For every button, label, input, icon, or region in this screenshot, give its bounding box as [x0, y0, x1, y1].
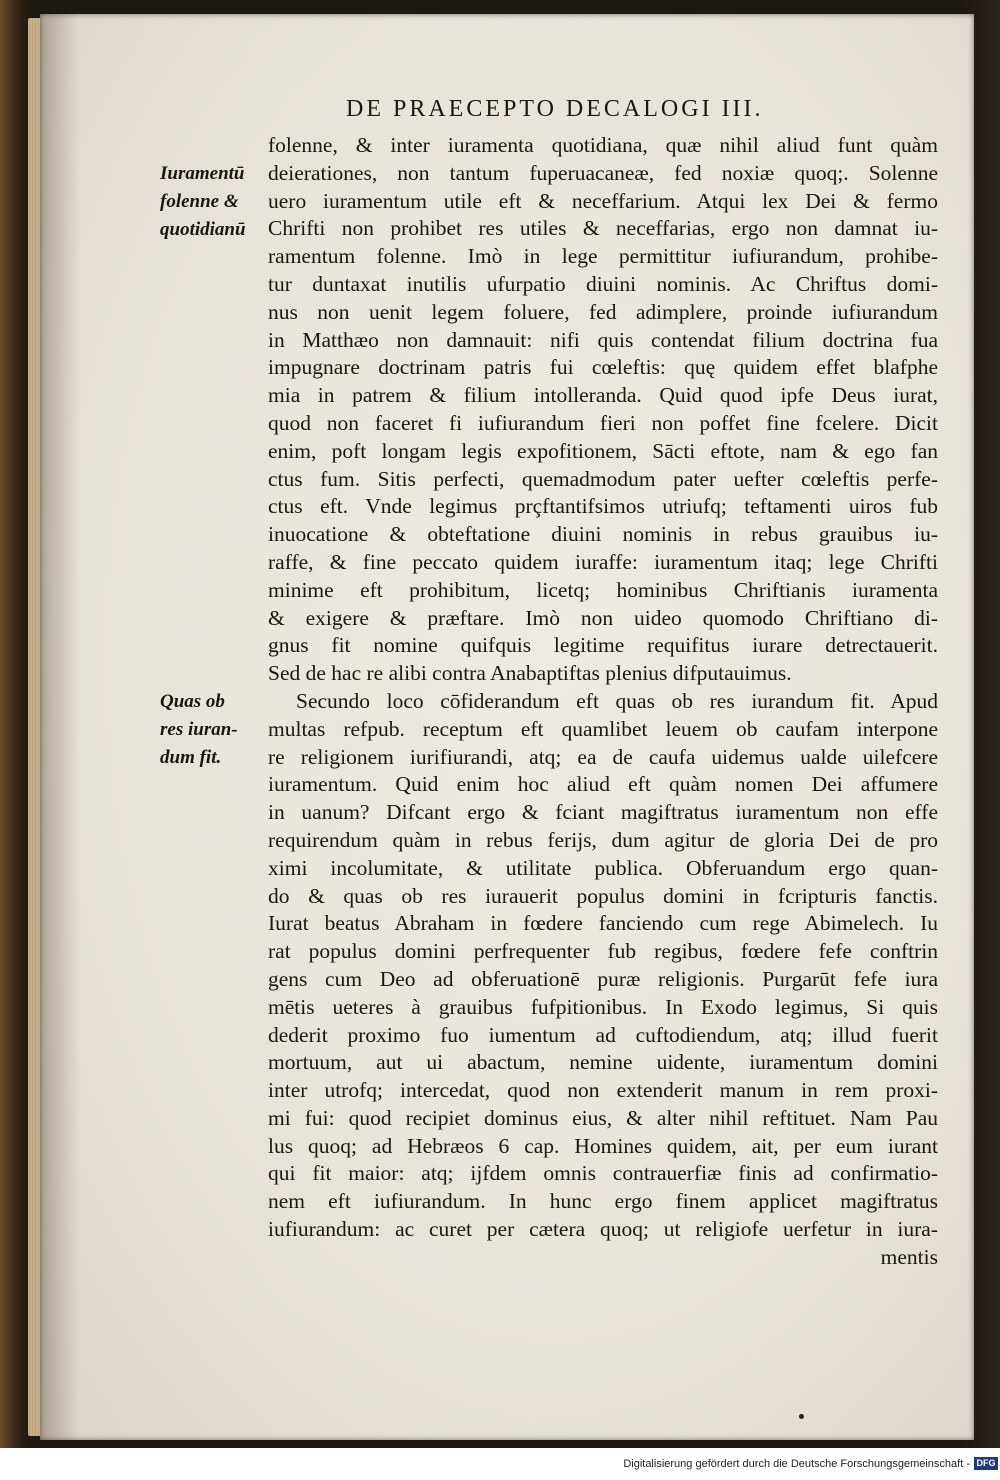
text-line: uero iuramentum utile eft & neceffarium. Atqui lex Dei & fermo — [268, 188, 938, 213]
funding-credit: Digitalisierung gefördert durch die Deutsche Forschungsgemeinschaft - — [623, 1458, 970, 1470]
marginal-line: quotidianū — [160, 218, 246, 240]
text-line: mia in patrem & filium intolleranda. Quid quod ipfe Deus iurat, — [268, 383, 938, 408]
marginal-line: folenne & — [160, 190, 239, 212]
text-line: minime eft prohibitum, licetq; hominibus Chriftianis iuramenta — [268, 577, 938, 602]
marginal-note-2 — [160, 688, 270, 771]
gutter-shadow — [40, 14, 80, 1440]
marginal-line: res iuran- — [160, 718, 238, 740]
text-line: tur duntaxat inutilis ufurpatio diuini nominis. Ac Chriftus domi- — [268, 271, 938, 296]
text-line: gnus fit nomine quifquis legitime requifitus iurare detrectauerit. — [268, 633, 938, 658]
ink-dot — [799, 1414, 804, 1419]
text-line: in uanum? Difcant ergo & fciant magiftratus iuramentum non effe — [268, 800, 938, 825]
text-line: quod non faceret fi iufiurandum fieri non poffet fine fcelere. Dicit — [268, 410, 938, 435]
text-line: & exigere & præftare. Imò non uideo quomodo Chriftiano di- — [268, 605, 938, 630]
dfg-logo: DFG — [974, 1457, 998, 1470]
marginal-note-1 — [160, 160, 270, 243]
catchword: mentis — [880, 1244, 938, 1269]
text-line: nem eft iufiurandum. In hunc ergo finem applicet magiftratus — [268, 1189, 938, 1214]
main-text-block — [268, 132, 938, 1272]
text-line: dederit proximo fuo iumentum ad cuftodiendum, atq; illud fuerit — [268, 1022, 938, 1047]
text-line: multas refpub. receptum eft quamlibet leuem ob caufam interpone — [268, 716, 938, 741]
text-line: enim, poft longam legis expofitionem, Sācti eftote, nam & ego fan — [268, 438, 938, 463]
text-line: Iurat beatus Abraham in fœdere fanciendo cum rege Abimelech. Iu — [268, 911, 938, 936]
text-line: re religionem iurifiurandi, atq; ea de caufa uidemus ualde uilefcere — [268, 744, 938, 769]
marginal-line: Quas ob — [160, 691, 225, 712]
text-line: ctus fum. Sitis perfecti, quemadmodum pater uefter cœleftis perfe- — [268, 466, 938, 491]
text-line: inter utrofq; intercedat, quod non extenderit manum in rem proxi- — [268, 1078, 938, 1103]
text-line: mi fui: quod recipiet dominus eius, & alter nihil reftituet. Nam Pau — [268, 1105, 938, 1130]
marginal-line: dum fit. — [160, 746, 222, 768]
text-line: Chrifti non prohibet res utiles & neceffarias, ergo non damnat iu- — [268, 216, 938, 241]
text-line: mētis ueteres à grauibus fufpitionibus. In Exodo legimus, Si quis — [268, 994, 938, 1019]
text-line: deierationes, non tantum fuperuacaneæ, fed noxiæ quoq;. Solenne — [268, 160, 938, 185]
text-line: requirendum quàm in rebus ferijs, dum agitur de gloria Dei de pro — [268, 827, 938, 852]
text-line: in Matthæo non damnauit: nifi quis contendat filium doctrina fua — [268, 327, 938, 352]
text-line: iuramentum. Quid enim hoc aliud eft quàm nomen Dei affumere — [268, 772, 938, 797]
text-line: nus non uenit legem foluere, fed adimplere, proinde iufiurandum — [268, 299, 938, 324]
text-line: rat populus domini perfrequenter fub regibus, fœdere fefe conftrin — [268, 939, 938, 964]
book-cover-edge — [0, 0, 30, 1480]
text-line: raffe, & fine peccato quidem iuraffe: iuramentum itaq; lege Chrifti — [268, 549, 938, 574]
text-line: qui fit maior: atq; ijfdem omnis contrauerfiæ finis ad confirmatio- — [268, 1161, 938, 1186]
text-line: gens cum Deo ad obferuationē puræ religionis. Purgarūt fefe iura — [268, 966, 938, 991]
text-line: ximi incolumitate, & utilitate publica. Obferuandum ergo quan- — [268, 855, 938, 880]
text-line: do & quas ob res iurauerit populus domini in fcripturis fanctis. — [268, 883, 938, 908]
running-title: DE PRAECEPTO DECALOGI III. — [346, 96, 764, 122]
text-line: Sed de hac re alibi contra Anabaptiftas plenius difputauimus. — [268, 661, 792, 686]
text-line: ctus eft. Vnde legimus prçftantifsimos utriufq; teftamenti uiros fub — [268, 494, 938, 519]
text-line: lus quoq; ad Hebræos 6 cap. Homines quidem, ait, per eum iurant — [268, 1133, 938, 1158]
text-line: mortuum, aut ui abactum, nemine uidente, iuramentum domini — [268, 1050, 938, 1075]
marginal-line: Iuramentū — [160, 163, 245, 184]
text-line: inuocatione & obteftatione diuini nominis in rebus grauibus iu- — [268, 522, 938, 547]
text-line: folenne, & inter iuramenta quotidiana, quæ nihil aliud funt quàm — [268, 133, 938, 157]
text-line: ramentum folenne. Imò in lege permittitur iufiurandum, prohibe- — [268, 244, 938, 269]
text-line: Secundo loco cōfiderandum eft quas ob res iurandum fit. Apud — [296, 688, 938, 713]
text-line: impugnare doctrinam patris fui cœleftis: quę quidem effet blafphe — [268, 355, 938, 380]
text-line: iufiurandum: ac curet per cætera quoq; ut religiofe uerfetur in iura- — [268, 1217, 938, 1242]
